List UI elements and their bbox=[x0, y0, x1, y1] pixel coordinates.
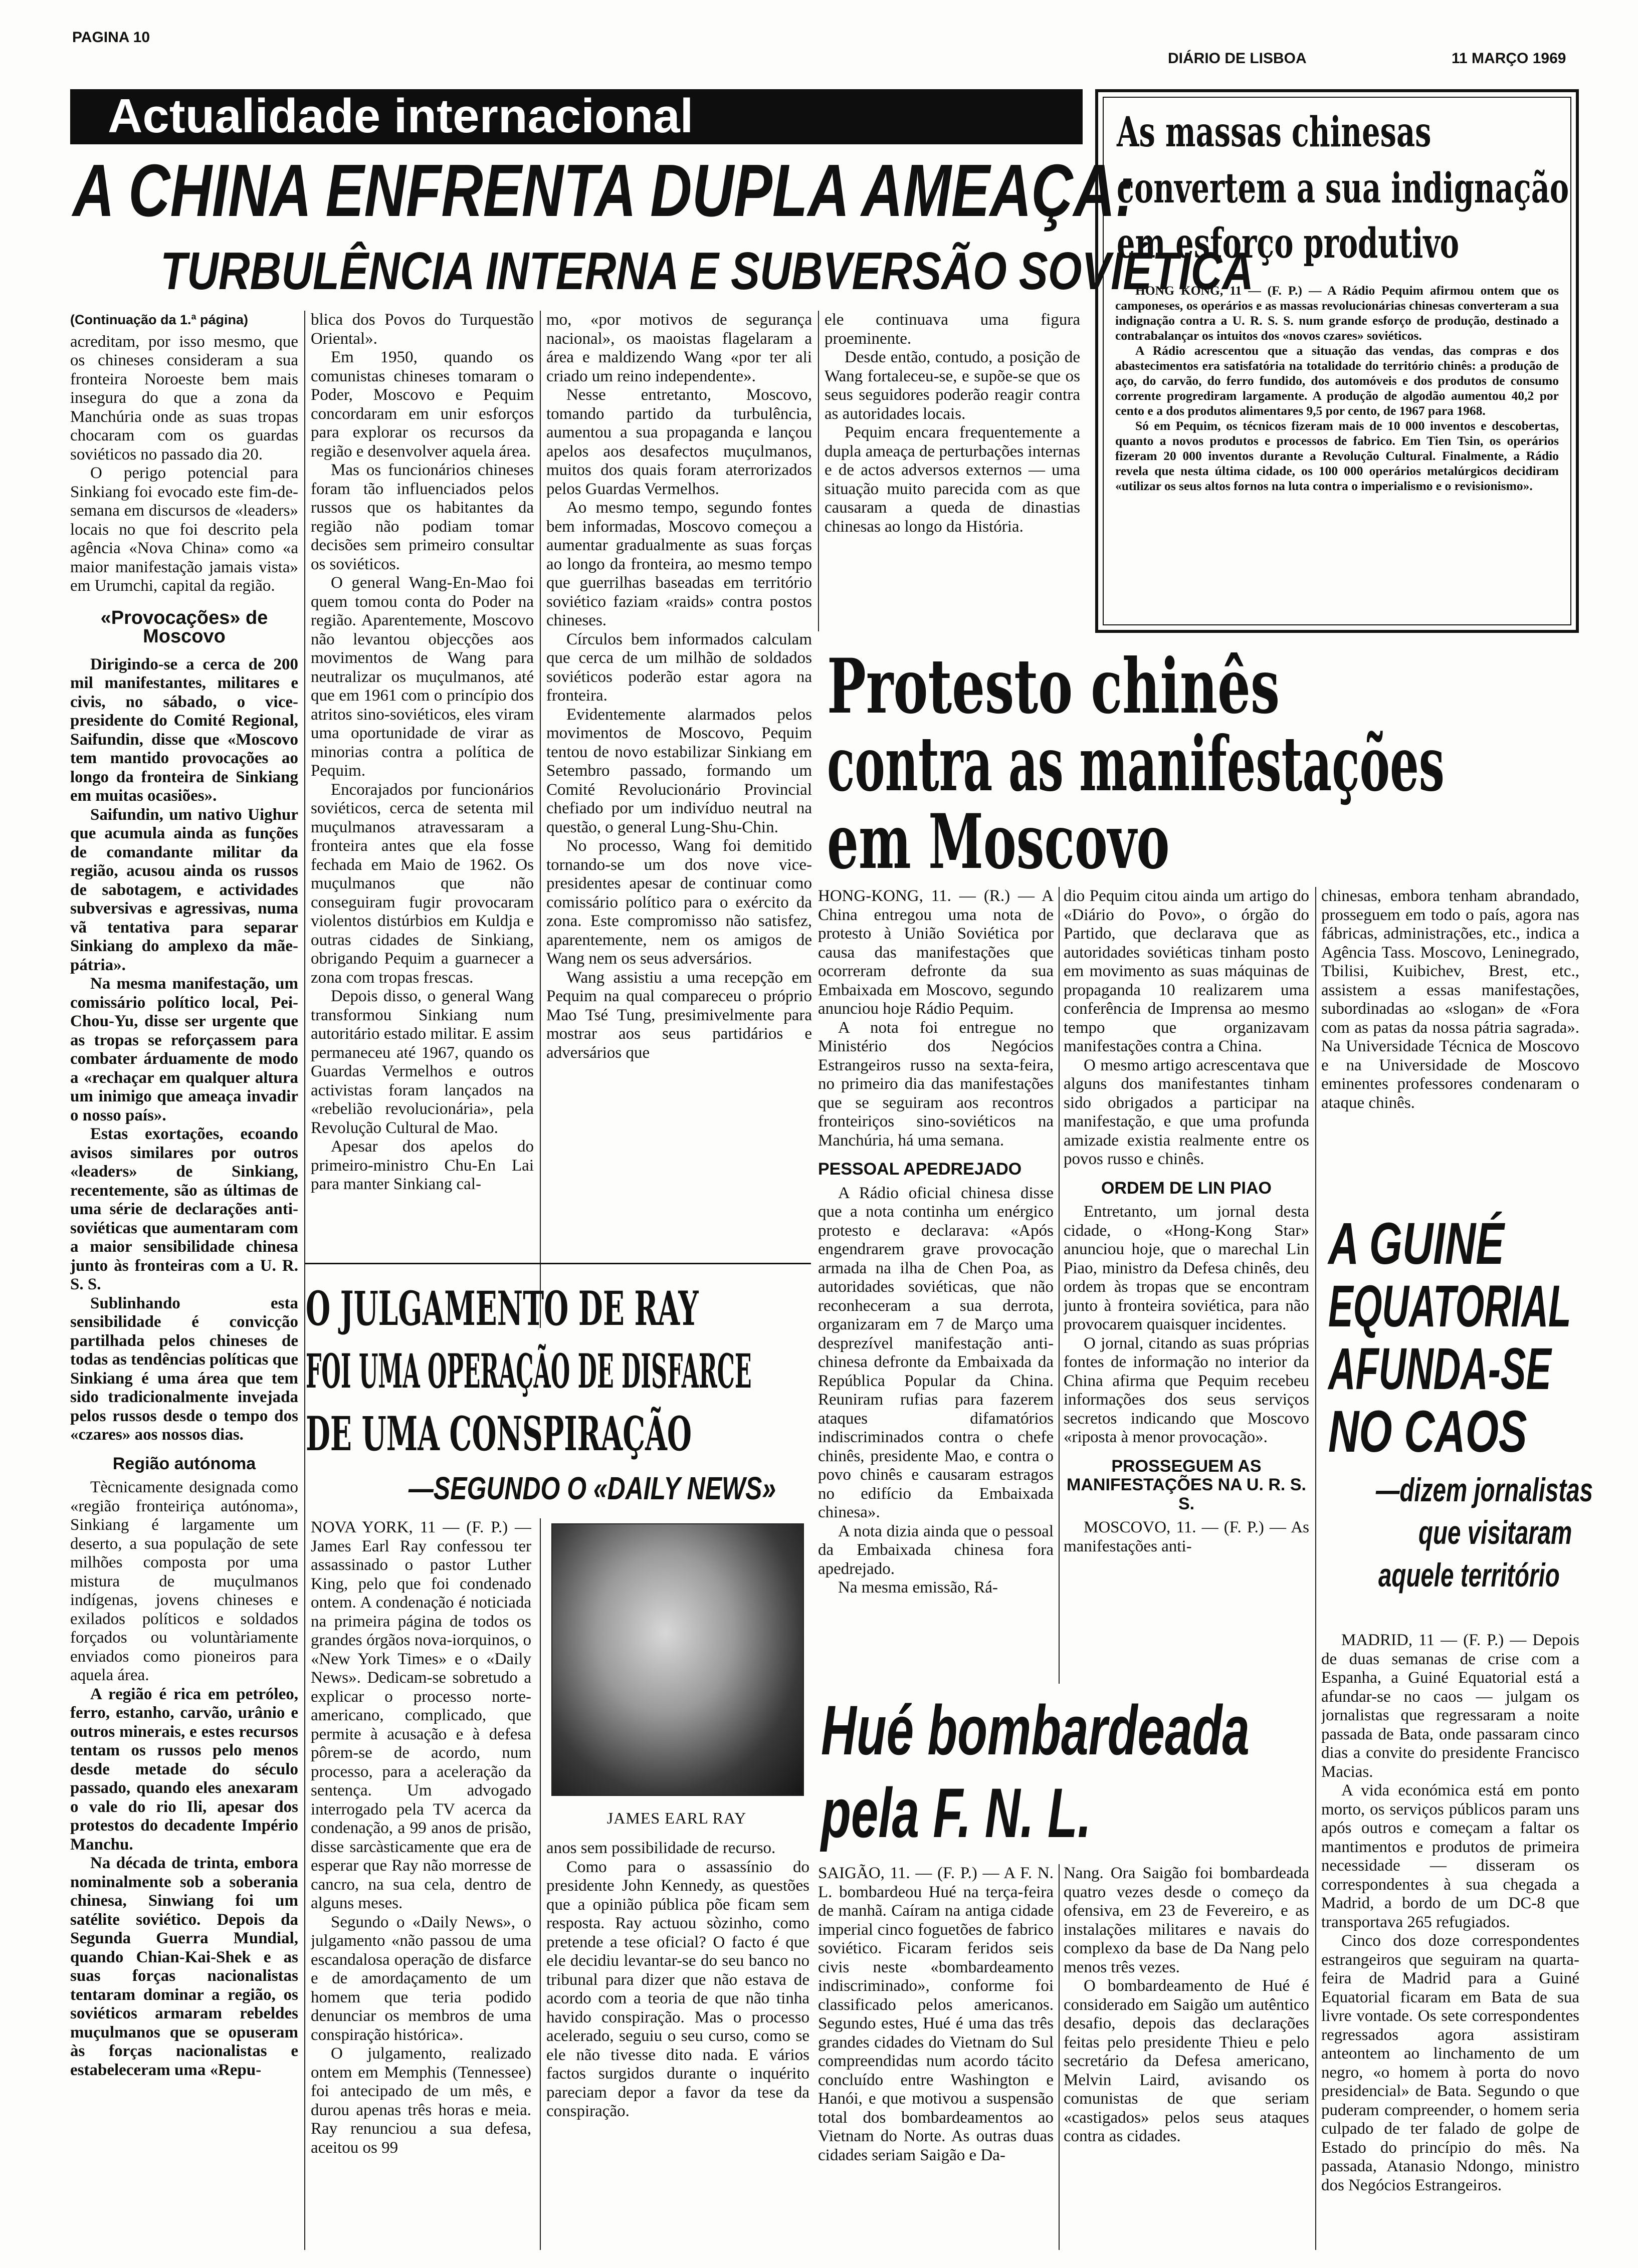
column-rule bbox=[1059, 887, 1060, 1684]
lead-col4-p3: Pequim encara frequentemente a dupla ameaça de perturbações internas e de actos adversos externos — uma situação muito parecida com as que causaram a queda de dinastias chinesas ao longo da História. bbox=[825, 423, 1080, 536]
ray-headline-3: DE UMA CONSPIRAÇÃO bbox=[306, 1407, 692, 1462]
protest-col2-p2: O mesmo artigo acrescentava que alguns dos manifestantes tinham sido obrigados a participar na manifestação, e que uma profunda amizade existia realmente entre os povos russo e chinês. bbox=[1064, 1056, 1309, 1168]
page-number: PAGINA 10 bbox=[72, 29, 150, 46]
ray-column-1 bbox=[311, 1518, 531, 2250]
column-rule bbox=[540, 311, 541, 1328]
box-p2: A Rádio acrescentou que a situação das vendas, das compras e dos abastecimentos era satisfatória na totalidade do território chinês: a produção de aço, do carvão, do ferro fundido, dos automóveis e dos produtos de consumo corrente progrediram largamente. A produção de algodão aumentou 40,2 por cento e a dos produtos alimentares 9,5 por cento, de 1967 para 1968. bbox=[1115, 343, 1559, 418]
hue-column-2 bbox=[1064, 1864, 1309, 2250]
lead-col2-p4: O general Wang-En-Mao foi quem tomou conta do Poder na região. Aparentemente, Moscovo não levantou objecções aos movimentos de Wang para neutralizar os muçulmanos, até que em 1961 com o princípio dos atritos sino-soviéticos, eles viram uma oportunidade de virar as minorias contra a política de Pequim. bbox=[311, 574, 534, 780]
ray-col2-p2: Como para o assassínio do presidente John Kennedy, as questões que a opinião pública põe ficam sem resposta. Ray actuou sòzinho, como pretende a tese oficial? O facto é que ele decidiu levantar-se do seu banco no tribunal para dizer que não estava de acordo com a teoria de que não tinha havido conspiração. Mas o processo acelerado, seguiu o seu curso, como se ele não tivesse dito nada. E vários factos surgidos durante o inquérito pareciam depor a favor da tese da conspiração. bbox=[546, 1858, 809, 2120]
lead-col1-p9: A região é rica em petróleo, ferro, estanho, carvão, urânio e outros minerais, e estes recursos tentam os russos pelo menos desde metade do século passado, quando eles anexaram o vale do rio Ili, apesar dos protestos do decadente Império Manchu. bbox=[70, 1685, 298, 1854]
lead-col3-p5: Evidentemente alarmados pelos movimentos de Moscovo, Pequim tentou de novo estabilizar Sinkiang em Setembro passado, formando um Comité Revolucionário Provincial chefiado por um indivíduo neutral na questão, o general Lung-Shu-Chin. bbox=[546, 705, 812, 836]
column-rule bbox=[818, 311, 819, 631]
ray-column-2 bbox=[546, 1839, 809, 2250]
ray-col1-p1: NOVA YORK, 11 — (F. P.) — James Earl Ray confessou ter assassinado o pastor Luther King, pelo que foi condenado ontem. A condenação é noticiada na primeira página de todos os grandes órgãos nova-iorquinos, o «New York Times» e o «Daily News». Dedicam-se sobretudo a explicar o processo norte-americano, complicado, que permite à acusação e à defesa pôrem-se de acordo, num processo, para a aceleração da sentença. Um advogado interrogado pela TV acerca da condenação, a 99 anos de prisão, disse sarcàsticamente que era de esperar que Ray não morresse de cancro, na sua cela, dentro de alguns meses. bbox=[311, 1518, 531, 1912]
lead-column-3 bbox=[546, 311, 812, 1328]
ray-top-rule bbox=[305, 1263, 811, 1264]
lead-col3-p2: Nesse entretanto, Moscovo, tomando partido da turbulência, aumentou a sua propaganda e lançou apelos aos desafectos muçulmanos, muitos dos quais foram aterrorizados pelos Guardas Vermelhos. bbox=[546, 386, 812, 498]
guine-p2: A vida económica está em ponto morto, os serviços públicos param uns após outros e começam a faltar os mantimentos e produtos de primeira necessidade — disseram os correspondentes à sua chegada a Madrid, a bordo de um DC-8 que transportava 265 refugiados. bbox=[1321, 1781, 1579, 1931]
lead-col1-p8: Tècnicamente designada como «região fronteiriça autónoma», Sinkiang é largamente um deserto, a sua população de sete milhões composta por uma mistura de muçulmanos indígenas, jovens chineses e exilados políticos e soldados forçados ou voluntàriamente enviados como pioneiros para aquela área. bbox=[70, 1478, 298, 1684]
protest-col1-p4: A nota dizia ainda que o pessoal da Embaixada chinesa fora apedrejado. bbox=[818, 1522, 1054, 1578]
lead-col2-p7: Apesar dos apelos do primeiro-ministro Chu-En Lai para manter Sinkiang cal- bbox=[311, 1138, 534, 1193]
lead-col1-p10: Na década de trinta, embora nominalmente sob a soberania chinesa, Sinwiang foi um satélite soviético. Depois da Segunda Guerra Mundial, quando Chian-Kai-Shek e as suas forças nacionalistas tentaram dominar a região, os soviéticos armaram rebeldes muçulmanos que se opuseram às forças nacionalistas e estabeleceram uma «Repu- bbox=[70, 1854, 298, 2079]
lead-col2-p1: blica dos Povos do Turquestão Oriental». bbox=[311, 311, 534, 348]
lead-col1-p3: Dirigindo-se a cerca de 200 mil manifestantes, militares e civis, no sábado, o vice-presidente do Comité Regional, Saifundin, disse que «Moscovo tem mantido provocações ao longo da fronteira de Sinkiang em muitas ocasiões». bbox=[70, 655, 298, 805]
protest-column-3 bbox=[1321, 887, 1579, 1218]
continuation-note: (Continuação da 1.ª página) bbox=[70, 312, 249, 327]
box-headline-3: em esforço produtivo bbox=[1117, 219, 1460, 268]
protest-col1-p5: Na mesma emissão, Rá- bbox=[838, 1578, 998, 1597]
ray-col2-p1: anos sem possibilidade de recurso. bbox=[546, 1839, 776, 1857]
protest-col2-p3: Entretanto, um jornal desta cidade, o «Hong-Kong Star» anunciou hoje, que o marechal Lin Piao, ministro da Defesa chinês, deu ordem às tropas que se encontram junto à fronteira soviética, para não provocarem quaisquer incidentes. bbox=[1064, 1203, 1309, 1333]
protest-col2-p4: O jornal, citando as suas próprias fontes de informação no interior da China afirma que Pequim recebeu informações dos seus serviços secretos indicando que Moscovo «riposta à menor provocação». bbox=[1064, 1334, 1309, 1446]
ray-col1-p3: O julgamento, realizado ontem em Memphis (Tennessee) foi antecipado de um mês, e durou apenas três horas e meia. Ray renunciou a sua defesa, aceitou os 99 bbox=[311, 2045, 531, 2157]
hue-col1-p1: SAIGÃO, 11. — (F. P.) — A F. N. L. bombardeou Hué na terça-feira de manhã. Caíram na antiga cidade imperial cinco foguetões de fabrico soviético. Ficaram feridos seis civis neste «bombardeamento indiscriminado», conforme foi classificado pelos americanos. Segundo estes, Hué é uma das três grandes cidades do Vietnam do Sul compreendidas num acordo tácito concluído entre Washington e Hanói, e que motivou a suspensão total dos bombardeamentos ao Vietnam do Norte. As outras duas cidades seriam Saigão e Da- bbox=[818, 1864, 1054, 2164]
guine-p1: MADRID, 11 — (F. P.) — Depois de duas semanas de crise com a Espanha, a Guiné Equatorial está a afundar-se no caos — julgam os jornalistas que regressaram a noite passada de Bata, onde passaram cinco dias a convite do presidente Francisco Macias. bbox=[1321, 1631, 1579, 1781]
newspaper-name: DIÁRIO DE LISBOA bbox=[1168, 50, 1307, 67]
guine-deck-3: aquele território bbox=[1378, 1556, 1560, 1594]
guine-headline-2: EQUATORIAL bbox=[1328, 1273, 1571, 1339]
ray-headline-1: O JULGAMENTO DE RAY bbox=[306, 1281, 699, 1336]
guine-headline-4: NO CAOS bbox=[1328, 1399, 1527, 1465]
issue-date: 11 MARÇO 1969 bbox=[1452, 50, 1566, 67]
protest-col1-p3: A Rádio oficial chinesa disse que a nota continha um enérgico protesto e declarava: «Após engendrarem grave provocação armada na ilha de Chen Poa, as autoridades soviéticas, que não reconheceram a sua derrota, organizaram em 7 de Março uma desprezível manifestação anti-chinesa defronte da Embaixada da República Popular da China. Reuniram rufias para fazerem ataques difamatórios indiscriminados contra o chefe chinês, presidente Mao, e contra o povo chinês e causaram estragos no edifício da Embaixada chinesa». bbox=[818, 1184, 1054, 1521]
photo-caption: JAMES EARL RAY bbox=[606, 1809, 747, 1827]
lead-col1-p7: Sublinhando esta sensibilidade é convicção partilhada pelos chineses de todas as tendências políticas que Sinkiang é uma área que tem sido tradicionalmente invejada pelos russos desde o tempo dos «czares» aos nossos dias. bbox=[70, 1294, 298, 1444]
protest-headline-3: em Moscovo bbox=[827, 798, 1170, 886]
guine-p3: Cinco dos doze correspondentes estrangeiros que seguiram na quarta-feira de Madrid para a Guiné Equatorial ficaram em Bata de sua livre vontade. Os sete correspondentes regressados agora assistiram anteontem ao linchamento de um negro, «o homem à porta do novo presidencial» de Bata. Segundo o que puderam compreender, o homem seria culpado de ter falado de golpe de Estado do princípio do mês. Na passada, Atanasio Ndongo, ministro dos Negócios Estrangeiros. bbox=[1321, 1932, 1579, 2194]
box-headline-2: convertem a sua indignação bbox=[1117, 164, 1569, 212]
guine-deck-1: —dizem jornalistas bbox=[1376, 1471, 1593, 1508]
lead-col2-p5: Encorajados por funcionários soviéticos, cerca de setenta mil muçulmanos atravessaram a fronteira antes que ela fosse fechada em Maio de 1962. Os muçulmanos que não conseguiram fugir provocaram violentos distúrbios em Kuldja e outras cidades de Sinkiang, obrigando Pequim a guarnecer a zona com tropas frescas. bbox=[311, 780, 534, 987]
lead-column-2 bbox=[311, 311, 534, 1328]
hue-col2-p2: O bombardeamento de Hué é considerado em Saigão um autêntico desafio, depois das declarações feitas pelo presidente Thieu e pelo secretário da Defesa americano, Melvin Laird, avisando os comunistas de que seriam «castigados» pelos seus ataques contra as cidades. bbox=[1064, 1977, 1309, 2145]
hue-col2-p1: Nang. Ora Saigão foi bombardeada quatro vezes desde o começo da ofensiva, em 23 de Fevereiro, e as instalações militares e navais do complexo da base de Da Nang pelo menos três vezes. bbox=[1064, 1864, 1309, 1976]
lead-column-1 bbox=[70, 311, 298, 2250]
box-p1: HONG KONG, 11 — (F. P.) — A Rádio Pequim afirmou ontem que os camponeses, os operários e as massas revolucionárias chinesas converteram a sua indignação contra a U. R. S. S. num grande esforço de produção, destinado a contrabalançar os intuitos dos «novos czares» soviéticos. bbox=[1115, 283, 1559, 343]
lead-col3-p6: No processo, Wang foi demitido tornando-se um dos nove vice-presidentes apesar de continuar como comissário político para o exército da zona. Este compromisso não satisfez, aparentemente, nem os amigos de Wang nem os seus adversários. bbox=[546, 837, 812, 968]
james-earl-ray-photo bbox=[551, 1523, 804, 1796]
ray-byline: —SEGUNDO O «DAILY NEWS» bbox=[408, 1470, 776, 1506]
lead-col1-p5: Na mesma manifestação, um comissário político local, Pei-Chou-Yu, disse ser urgente que as tropas se reforçassem para combater árduamente de modo a «rechaçar em qualquer altura um inimigo que ameaça invadir o nosso país». bbox=[70, 975, 298, 1124]
protest-col2-p1: dio Pequim citou ainda um artigo do «Diário do Povo», o órgão do Partido, que declarava que as autoridades soviéticas tinham posto em movimento as suas máquinas de propaganda 10 realizarem uma conferência de Imprensa ao mesmo tempo que organizavam manifestações contra a China. bbox=[1064, 887, 1309, 1055]
lead-col3-p3: Ao mesmo tempo, segundo fontes bem informadas, Moscovo começou a aumentar gradualmente as suas forças ao longo da fronteira, ao mesmo tempo que guerrilhas baseadas em território soviético faziam «raids» contra postos chineses. bbox=[546, 499, 812, 629]
hue-headline-2: pela F. N. L. bbox=[821, 1773, 1092, 1852]
lead-col1-p1: acreditam, por isso mesmo, que os chineses consideram a sua fronteira Noroeste bem mais insegura do que a zona da Manchúria onde as suas tropas chocaram com os guardas soviéticos no passado dia 20. bbox=[70, 332, 298, 464]
lead-col1-p2: O perigo potencial para Sinkiang foi evocado este fim-de-semana em discursos de «leaders» locais no que foi descrito pela agência «Nova China» como «a maior manifestação jamais vista» em Urumchi, capital da região. bbox=[70, 464, 298, 595]
column-rule bbox=[1315, 887, 1316, 1218]
protest-headline-1: Protesto chinês bbox=[827, 642, 1280, 731]
column-rule bbox=[1315, 1218, 1316, 2250]
lead-headline: A CHINA ENFRENTA DUPLA AMEAÇA: bbox=[73, 149, 1135, 232]
column-rule bbox=[304, 311, 305, 2250]
protest-col3-p1: chinesas, embora tenham abrandado, prosseguem em todo o país, agora nas fábricas, administrações, etc., indica a Agência Tass. Moscovo, Leninegrado, Tbilisi, Kuibichev, Brest, etc., assistem a essas manifestações, subordinadas ao «slogan» de «Fora com as patas da nossa pátria sagrada». Na Universidade Técnica de Moscovo e na Universidade de Moscovo eminentes professores condenaram o ataque chinês. bbox=[1321, 887, 1579, 1112]
section-banner-title: Actualidade internacional bbox=[108, 89, 694, 143]
protest-col1-p1: HONG-KONG, 11. — (R.) — A China entregou uma nota de protesto à União Soviética por causa das manifestações que ocorreram defronte da sua Embaixada em Moscovo, segundo anunciou hoje Rádio Pequim. bbox=[818, 887, 1054, 1018]
protest-subhead-pessoal: PESSOAL APEDREJADO bbox=[818, 1160, 1022, 1179]
box-text bbox=[1115, 283, 1559, 616]
ray-headline-2: FOI UMA OPERAÇÃO DE DISFARCE bbox=[306, 1344, 752, 1399]
box-p3: Só em Pequim, os técnicos fizeram mais de 10 000 inventos e descobertas, quanto a novos produtos e processos de fabrico. Em Tien Tsin, os operários fizeram 20 000 inventos durante a Revolução Cultural. Finalmente, a Rádio revela que nesta última cidade, os 100 000 operários metalúrgicos decidiram «utilizar os seus altos fornos na luta contra o imperialismo e o revisionismo». bbox=[1115, 418, 1559, 493]
lead-col2-p6: Depois disso, o general Wang transformou Sinkiang num autoritário estado militar. E assim permaneceu até 1967, quando os Guardas Vermelhos e outros activistas foram lançados na «rebelião revolucionária», pela Revolução Cultural de Mao. bbox=[311, 987, 534, 1137]
protest-column-2 bbox=[1064, 887, 1309, 1684]
guine-headline-1: A GUINÉ bbox=[1328, 1211, 1504, 1277]
protest-headline-2: contra as manifestações bbox=[827, 720, 1445, 808]
lead-col2-p2: Em 1950, quando os comunistas chineses tomaram o Poder, Moscovo e Pequim concordaram em unir esforços para explorar os recursos da região e desenvolver aquela área. bbox=[311, 348, 534, 461]
protest-col2-p5: MOSCOVO, 11. — (F. P.) — As manifestações anti- bbox=[1064, 1518, 1309, 1555]
protest-col1-p2: A nota foi entregue no Ministério dos Negócios Estrangeiros russo na sexta-feira, no primeiro dia das manifestações que se seguiram aos recontros fronteiriços sino-soviéticos na Manchúria, há uma semana. bbox=[818, 1018, 1054, 1150]
guine-deck-2: que visitaram bbox=[1418, 1514, 1572, 1551]
lead-col4-p2: Desde então, contudo, a posição de Wang fortaleceu-se, e supõe-se que os seus seguidores poderão reagir contra as autoridades locais. bbox=[825, 348, 1080, 423]
lead-col3-p4: Círculos bem informados calculam que cerca de um milhão de soldados soviéticos poderão estar agora na fronteira. bbox=[546, 630, 812, 705]
lead-col1-p6: Estas exortações, ecoando avisos similares por outros «leaders» de Sinkiang, recentemente, são as últimas de uma série de declarações anti-soviéticas que aumentaram com a maior sensibilidade chinesa junto às fronteiras com a U. R. S. S. bbox=[70, 1125, 298, 1293]
hue-column-1 bbox=[818, 1864, 1054, 2250]
box-headline-1: As massas chinesas bbox=[1117, 108, 1431, 156]
protest-subhead-prosseguem: PROSSEGUEM AS MANIFESTAÇÕES NA U. R. S. S. bbox=[1067, 1456, 1306, 1513]
guine-headline-3: AFUNDA-SE bbox=[1328, 1336, 1551, 1402]
hue-headline-1: Hué bombardeada bbox=[821, 1691, 1250, 1769]
ray-col1-p2: Segundo o «Daily News», o julgamento «não passou de uma escandalosa operação de disfarce e de amordaçamento de um homem que teria podido denunciar os membros de uma conspiração histórica». bbox=[311, 1913, 531, 2044]
lead-subhead: TURBULÊNCIA INTERNA E SUBVERSÃO SOVIÉTICA bbox=[160, 242, 1254, 301]
column-rule bbox=[1059, 1864, 1060, 2250]
column-rule bbox=[540, 1518, 541, 2250]
guine-text bbox=[1321, 1631, 1579, 2250]
lead-column-4 bbox=[825, 311, 1080, 631]
protest-subhead-ordem: ORDEM DE LIN PIAO bbox=[1101, 1178, 1272, 1198]
lead-col1-p4: Saifundin, um nativo Uighur que acumula ainda as funções de comandante militar da região, acusou ainda os russos de sabotagem, e actividades subversivas e agressivas, numa vã tentativa para separar Sinkiang do amplexo da mãe-pátria». bbox=[70, 805, 298, 974]
lead-subhead-provocacoes: «Provocações» de Moscovo bbox=[100, 607, 268, 647]
lead-col4-p1: ele continuava uma figura proeminente. bbox=[825, 311, 1080, 348]
protest-column-1 bbox=[818, 887, 1054, 1684]
lead-subhead-regiao: Região autónoma bbox=[112, 1454, 256, 1473]
lead-col3-p1: mo, «por motivos de segurança nacional», os maoistas flagelaram a área e maldizendo Wang «por ter ali criado um reino independente». bbox=[546, 311, 812, 385]
lead-col2-p3: Mas os funcionários chineses foram tão influenciados pelos russos que os habitantes da região não podiam tomar decisões sem primeiro consultar os soviéticos. bbox=[311, 461, 534, 573]
lead-col3-p7: Wang assistiu a uma recepção em Pequim na qual compareceu o próprio Mao Tsé Tung, presimivelmente para mostrar aos seus partidários e adversários que bbox=[546, 968, 812, 1062]
